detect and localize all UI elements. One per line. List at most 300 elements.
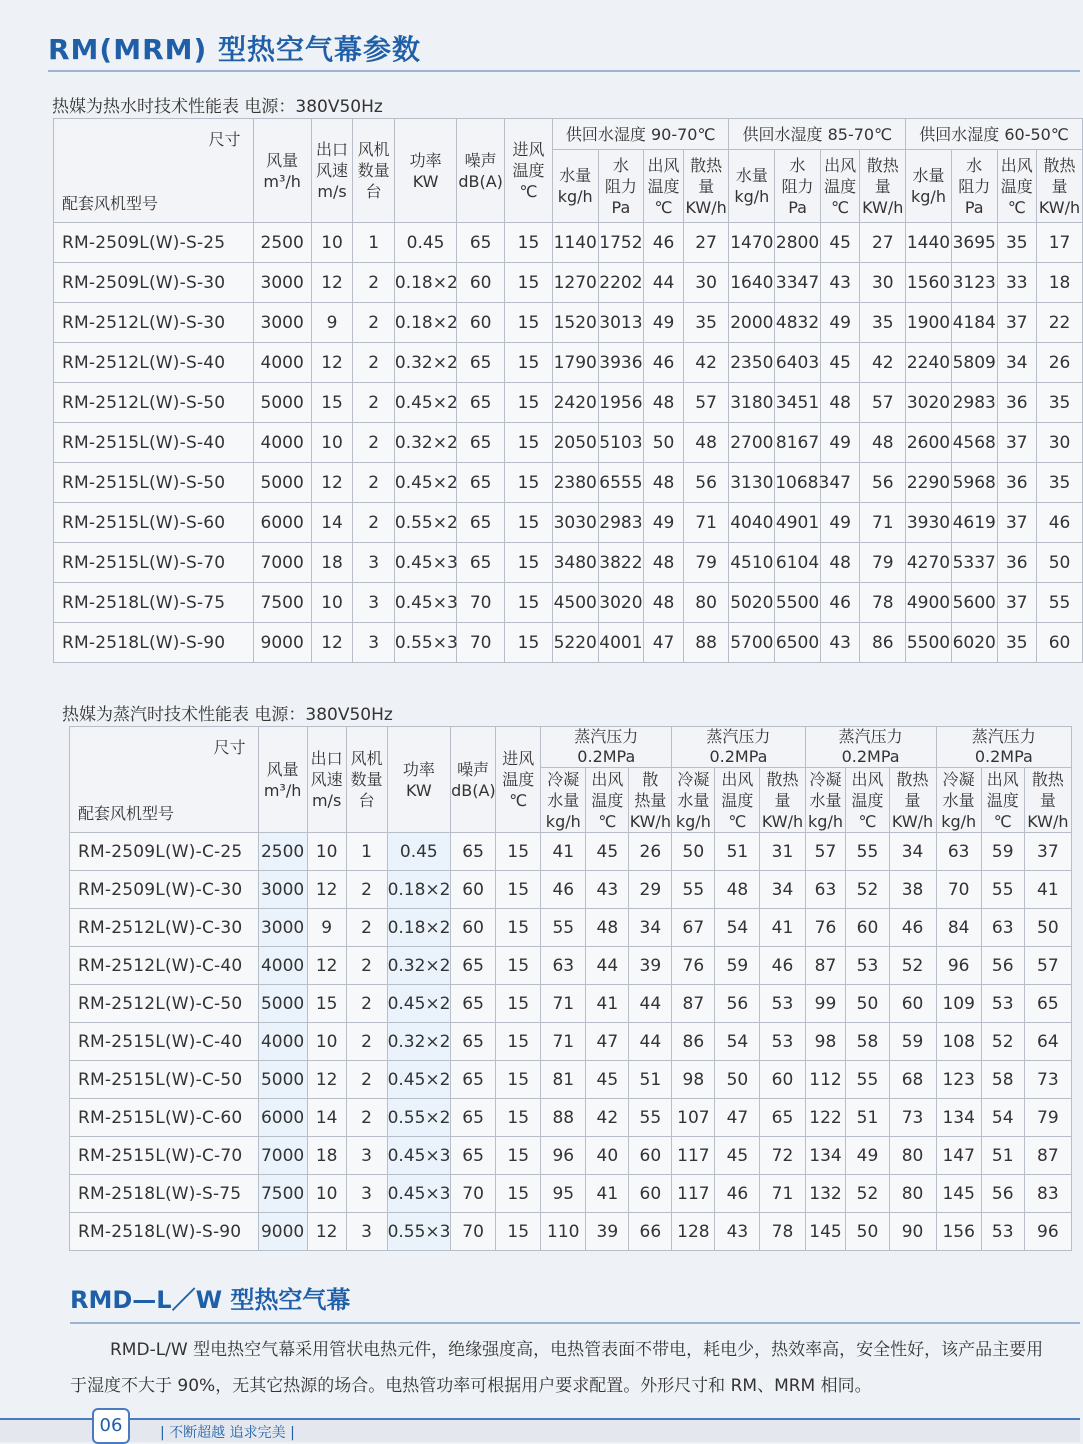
value-cell: 37 bbox=[1024, 833, 1071, 871]
value-cell: 18 bbox=[1037, 263, 1083, 303]
header-sub-1-2-line: 阻力 bbox=[604, 176, 637, 196]
value-cell: 15 bbox=[505, 303, 553, 343]
value-cell: 63 bbox=[805, 871, 846, 909]
value-cell: 15 bbox=[496, 871, 541, 909]
value-cell: 55 bbox=[629, 1099, 672, 1137]
value-cell: 48 bbox=[820, 543, 859, 583]
value-cell: 41 bbox=[1024, 871, 1071, 909]
value-cell: 1270 bbox=[552, 263, 598, 303]
header-sub-4-3-line: 散热 bbox=[1031, 769, 1064, 789]
model-cell: RM-2518L(W)-S-90 bbox=[54, 623, 254, 663]
value-cell: 6000 bbox=[253, 503, 311, 543]
value-cell: 52 bbox=[889, 947, 936, 985]
header-sub-1-1-line: 水量 bbox=[547, 790, 580, 810]
header-inlet-temp-line: 温度 bbox=[512, 161, 545, 180]
value-cell: 1790 bbox=[552, 343, 598, 383]
value-cell: 73 bbox=[1024, 1061, 1071, 1099]
value-cell: 40 bbox=[586, 1137, 629, 1175]
header-sub-1-3 bbox=[629, 768, 672, 833]
value-cell: 26 bbox=[629, 833, 672, 871]
value-cell: 5337 bbox=[951, 543, 997, 583]
header-sub-1-2-line: 温度 bbox=[591, 790, 624, 810]
header-sub-1-3-line: 出风 bbox=[647, 155, 680, 175]
header-group-3 bbox=[805, 727, 936, 768]
header-sub-4-3 bbox=[1024, 768, 1071, 833]
value-cell: 3 bbox=[346, 1213, 387, 1251]
value-cell: 2350 bbox=[729, 343, 775, 383]
value-cell: 41 bbox=[760, 909, 805, 947]
value-cell: 37 bbox=[997, 423, 1036, 463]
value-cell: 49 bbox=[820, 303, 859, 343]
value-cell: 35 bbox=[1037, 463, 1083, 503]
value-cell: 60 bbox=[889, 985, 936, 1023]
value-cell: 15 bbox=[505, 263, 553, 303]
value-cell: 59 bbox=[981, 833, 1024, 871]
header-sub-3-3 bbox=[997, 150, 1036, 223]
value-cell: 70 bbox=[457, 583, 505, 623]
header-power-line: KW bbox=[405, 780, 432, 800]
header-sub-3-2-line: 水 bbox=[966, 155, 983, 175]
value-cell: 15 bbox=[505, 503, 553, 543]
header-sub-2-3-line: 出风 bbox=[824, 155, 857, 175]
header-group-3-line: 蒸汽压力 bbox=[838, 727, 903, 746]
value-cell: 59 bbox=[715, 947, 760, 985]
value-cell: 57 bbox=[1024, 947, 1071, 985]
model-cell: RM-2512L(W)-S-30 bbox=[54, 303, 254, 343]
header-sub-2-3-line: 散热 bbox=[766, 769, 799, 789]
table-row bbox=[70, 985, 1072, 1023]
value-cell: 3 bbox=[346, 1137, 387, 1175]
value-cell: 78 bbox=[860, 583, 906, 623]
value-cell: 88 bbox=[683, 623, 729, 663]
value-cell: 31 bbox=[760, 833, 805, 871]
header-sub-2-2 bbox=[715, 768, 760, 833]
header-fan-count-line: 数量 bbox=[357, 161, 390, 180]
value-cell: 3000 bbox=[258, 871, 307, 909]
header-sub-3-4 bbox=[1037, 150, 1083, 223]
value-cell: 34 bbox=[629, 909, 672, 947]
value-cell: 55 bbox=[981, 871, 1024, 909]
value-cell: 58 bbox=[981, 1061, 1024, 1099]
table1-caption: 热媒为热水时技术性能表 电源：380V50Hz bbox=[52, 97, 383, 117]
value-cell: 2202 bbox=[598, 263, 644, 303]
value-cell: 3936 bbox=[598, 343, 644, 383]
header-sub-3-4-line: KW/h bbox=[1038, 197, 1081, 217]
header-sub-3-4-line: 量 bbox=[1051, 176, 1068, 196]
header-sub-3-3-line: 散热 bbox=[896, 769, 929, 789]
value-cell: 12 bbox=[307, 871, 346, 909]
value-cell: 57 bbox=[683, 383, 729, 423]
value-cell: 29 bbox=[629, 871, 672, 909]
value-cell: 68 bbox=[889, 1061, 936, 1099]
value-cell: 4001 bbox=[598, 623, 644, 663]
section-title: RMD—L／W 型热空气幕 bbox=[70, 1286, 351, 1314]
value-cell: 2 bbox=[353, 383, 395, 423]
header-sub-2-1-line: 冷凝 bbox=[677, 769, 710, 789]
value-cell: 0.45 bbox=[387, 833, 451, 871]
header-inlet-temp-line: 温度 bbox=[502, 770, 535, 789]
value-cell: 10 bbox=[311, 223, 353, 263]
value-cell: 95 bbox=[541, 1175, 586, 1213]
table-row bbox=[54, 543, 1083, 583]
value-cell: 53 bbox=[981, 985, 1024, 1023]
model-cell: RM-2515L(W)-S-70 bbox=[54, 543, 254, 583]
value-cell: 2 bbox=[346, 1023, 387, 1061]
value-cell: 15 bbox=[505, 343, 553, 383]
value-cell: 6555 bbox=[598, 463, 644, 503]
value-cell: 53 bbox=[760, 985, 805, 1023]
header-sub-3-3 bbox=[889, 768, 936, 833]
footer-slogan: | 不断超越 追求完美 | bbox=[160, 1425, 295, 1441]
value-cell: 0.18×2 bbox=[387, 871, 451, 909]
header-sub-4-3-line: KW/h bbox=[1027, 811, 1069, 831]
header-sub-1-3-line: KW/h bbox=[629, 811, 671, 831]
value-cell: 30 bbox=[683, 263, 729, 303]
value-cell: 2000 bbox=[729, 303, 775, 343]
value-cell: 52 bbox=[846, 871, 889, 909]
header-sub-3-1-line: 水量 bbox=[809, 790, 842, 810]
value-cell: 2240 bbox=[906, 343, 952, 383]
model-cell: RM-2518L(W)-S-75 bbox=[54, 583, 254, 623]
value-cell: 49 bbox=[644, 303, 683, 343]
value-cell: 47 bbox=[644, 623, 683, 663]
value-cell: 4000 bbox=[253, 343, 311, 383]
header-outlet-speed bbox=[307, 727, 346, 833]
value-cell: 65 bbox=[451, 1023, 496, 1061]
value-cell: 60 bbox=[629, 1137, 672, 1175]
header-sub-1-1 bbox=[552, 150, 598, 223]
model-cell: RM-2509L(W)-S-30 bbox=[54, 263, 254, 303]
value-cell: 37 bbox=[997, 503, 1036, 543]
value-cell: 0.55×2 bbox=[387, 1099, 451, 1137]
value-cell: 71 bbox=[760, 1175, 805, 1213]
value-cell: 86 bbox=[672, 1023, 715, 1061]
value-cell: 15 bbox=[307, 985, 346, 1023]
value-cell: 50 bbox=[846, 1213, 889, 1251]
value-cell: 55 bbox=[846, 833, 889, 871]
value-cell: 5600 bbox=[951, 583, 997, 623]
value-cell: 4510 bbox=[729, 543, 775, 583]
header-group-2: 供回水湿度 85-70℃ bbox=[729, 119, 906, 150]
model-cell: RM-2512L(W)-C-40 bbox=[70, 947, 259, 985]
value-cell: 1900 bbox=[906, 303, 952, 343]
table-row bbox=[54, 263, 1083, 303]
value-cell: 3000 bbox=[258, 909, 307, 947]
value-cell: 65 bbox=[457, 503, 505, 543]
value-cell: 48 bbox=[820, 383, 859, 423]
value-cell: 51 bbox=[629, 1061, 672, 1099]
model-cell: RM-2515L(W)-S-40 bbox=[54, 423, 254, 463]
value-cell: 3 bbox=[353, 623, 395, 663]
value-cell: 81 bbox=[541, 1061, 586, 1099]
value-cell: 58 bbox=[846, 1023, 889, 1061]
value-cell: 2 bbox=[346, 947, 387, 985]
value-cell: 2600 bbox=[906, 423, 952, 463]
value-cell: 3347 bbox=[775, 263, 821, 303]
value-cell: 73 bbox=[889, 1099, 936, 1137]
header-sub-3-2-line: Pa bbox=[964, 197, 984, 217]
value-cell: 4901 bbox=[775, 503, 821, 543]
value-cell: 0.45×3 bbox=[387, 1137, 451, 1175]
header-airflow bbox=[253, 119, 311, 223]
header-sub-2-4-line: 散热 bbox=[866, 155, 899, 175]
table-row bbox=[54, 223, 1083, 263]
value-cell: 78 bbox=[760, 1213, 805, 1251]
value-cell: 10 bbox=[307, 1023, 346, 1061]
value-cell: 3020 bbox=[906, 383, 952, 423]
value-cell: 4900 bbox=[906, 583, 952, 623]
value-cell: 122 bbox=[805, 1099, 846, 1137]
header-sub-4-2-line: 温度 bbox=[986, 790, 1019, 810]
header-sub-3-2 bbox=[846, 768, 889, 833]
value-cell: 46 bbox=[889, 909, 936, 947]
header-inlet-temp bbox=[496, 727, 541, 833]
header-sub-3-3-line: ℃ bbox=[1007, 197, 1026, 217]
header-sub-2-1 bbox=[672, 768, 715, 833]
value-cell: 98 bbox=[805, 1023, 846, 1061]
value-cell: 90 bbox=[889, 1213, 936, 1251]
value-cell: 63 bbox=[936, 833, 981, 871]
value-cell: 18 bbox=[307, 1137, 346, 1175]
value-cell: 156 bbox=[936, 1213, 981, 1251]
value-cell: 3130 bbox=[729, 463, 775, 503]
value-cell: 35 bbox=[997, 623, 1036, 663]
section-divider bbox=[70, 1322, 1080, 1324]
header-power-line: 功率 bbox=[409, 150, 442, 170]
value-cell: 4500 bbox=[552, 583, 598, 623]
value-cell: 4184 bbox=[951, 303, 997, 343]
header-row-groups bbox=[70, 727, 1072, 768]
value-cell: 3451 bbox=[775, 383, 821, 423]
value-cell: 15 bbox=[505, 223, 553, 263]
value-cell: 14 bbox=[311, 503, 353, 543]
value-cell: 15 bbox=[496, 833, 541, 871]
value-cell: 3822 bbox=[598, 543, 644, 583]
header-airflow bbox=[258, 727, 307, 833]
value-cell: 56 bbox=[981, 947, 1024, 985]
page-title: RM(MRM) 型热空气幕参数 bbox=[48, 33, 422, 66]
header-airflow-line: m³/h bbox=[263, 171, 301, 191]
model-cell: RM-2509L(W)-C-25 bbox=[70, 833, 259, 871]
header-sub-2-3-line: 温度 bbox=[824, 176, 857, 196]
table-row bbox=[54, 583, 1083, 623]
header-outlet-speed-line: 出口 bbox=[310, 749, 343, 768]
value-cell: 1 bbox=[346, 833, 387, 871]
header-group-1-line: 0.2MPa bbox=[577, 747, 636, 766]
value-cell: 65 bbox=[451, 1061, 496, 1099]
header-sub-2-3 bbox=[760, 768, 805, 833]
value-cell: 96 bbox=[1024, 1213, 1071, 1251]
header-group-3-line: 0.2MPa bbox=[841, 747, 900, 766]
value-cell: 87 bbox=[672, 985, 715, 1023]
model-cell: RM-2509L(W)-S-25 bbox=[54, 223, 254, 263]
hot-water-spec-table bbox=[53, 118, 1083, 663]
value-cell: 47 bbox=[586, 1023, 629, 1061]
value-cell: 2 bbox=[346, 909, 387, 947]
value-cell: 67 bbox=[672, 909, 715, 947]
header-sub-2-2-line: ℃ bbox=[728, 811, 747, 831]
table-row bbox=[70, 1175, 1072, 1213]
value-cell: 0.45×3 bbox=[394, 583, 456, 623]
header-sub-1-4 bbox=[683, 150, 729, 223]
header-noise-line: dB(A) bbox=[458, 171, 503, 191]
value-cell: 71 bbox=[860, 503, 906, 543]
value-cell: 30 bbox=[860, 263, 906, 303]
value-cell: 7000 bbox=[258, 1137, 307, 1175]
value-cell: 46 bbox=[644, 343, 683, 383]
value-cell: 134 bbox=[936, 1099, 981, 1137]
value-cell: 15 bbox=[496, 1099, 541, 1137]
header-group-1 bbox=[541, 727, 672, 768]
header-sub-1-2 bbox=[586, 768, 629, 833]
value-cell: 5700 bbox=[729, 623, 775, 663]
value-cell: 36 bbox=[997, 543, 1036, 583]
value-cell: 0.32×2 bbox=[387, 1023, 451, 1061]
value-cell: 5220 bbox=[552, 623, 598, 663]
header-inlet-temp-line: ℃ bbox=[509, 791, 528, 810]
value-cell: 39 bbox=[629, 947, 672, 985]
value-cell: 55 bbox=[1037, 583, 1083, 623]
header-sub-3-2-line: 出风 bbox=[851, 769, 884, 789]
value-cell: 70 bbox=[936, 871, 981, 909]
header-sub-3-1-line: 冷凝 bbox=[809, 769, 842, 789]
value-cell: 147 bbox=[936, 1137, 981, 1175]
value-cell: 1440 bbox=[906, 223, 952, 263]
value-cell: 43 bbox=[586, 871, 629, 909]
value-cell: 45 bbox=[820, 223, 859, 263]
value-cell: 15 bbox=[505, 623, 553, 663]
model-cell: RM-2515L(W)-C-60 bbox=[70, 1099, 259, 1137]
value-cell: 79 bbox=[860, 543, 906, 583]
value-cell: 3180 bbox=[729, 383, 775, 423]
value-cell: 108 bbox=[936, 1023, 981, 1061]
value-cell: 117 bbox=[672, 1175, 715, 1213]
model-cell: RM-2515L(W)-S-60 bbox=[54, 503, 254, 543]
header-sub-2-2-line: Pa bbox=[788, 197, 807, 217]
header-sub-1-4-line: 量 bbox=[698, 176, 715, 196]
value-cell: 5000 bbox=[258, 985, 307, 1023]
value-cell: 37 bbox=[997, 303, 1036, 343]
value-cell: 7500 bbox=[253, 583, 311, 623]
value-cell: 48 bbox=[644, 383, 683, 423]
value-cell: 41 bbox=[586, 985, 629, 1023]
header-sub-1-3-line: 温度 bbox=[647, 176, 680, 196]
header-airflow-line: 风量 bbox=[266, 759, 299, 779]
value-cell: 86 bbox=[860, 623, 906, 663]
header-group-4-line: 蒸汽压力 bbox=[971, 727, 1036, 746]
value-cell: 56 bbox=[715, 985, 760, 1023]
value-cell: 54 bbox=[715, 909, 760, 947]
value-cell: 9000 bbox=[258, 1213, 307, 1251]
value-cell: 0.18×2 bbox=[394, 263, 456, 303]
value-cell: 2 bbox=[353, 503, 395, 543]
value-cell: 4040 bbox=[729, 503, 775, 543]
table2-caption: 热媒为蒸汽时技术性能表 电源：380V50Hz bbox=[62, 705, 393, 725]
value-cell: 38 bbox=[889, 871, 936, 909]
table-row bbox=[70, 1137, 1072, 1175]
value-cell: 1470 bbox=[729, 223, 775, 263]
value-cell: 145 bbox=[805, 1213, 846, 1251]
header-sub-3-1-line: 水量 bbox=[912, 166, 945, 185]
value-cell: 0.18×2 bbox=[387, 909, 451, 947]
value-cell: 55 bbox=[846, 1061, 889, 1099]
header-inlet-temp-line: 进风 bbox=[502, 749, 535, 768]
value-cell: 5103 bbox=[598, 423, 644, 463]
header-sub-2-1-line: kg/h bbox=[734, 187, 770, 206]
header-group-2-line: 蒸汽压力 bbox=[706, 727, 771, 746]
model-cell: RM-2515L(W)-C-70 bbox=[70, 1137, 259, 1175]
value-cell: 46 bbox=[1037, 503, 1083, 543]
value-cell: 98 bbox=[672, 1061, 715, 1099]
header-power-line: 功率 bbox=[402, 759, 435, 779]
value-cell: 5968 bbox=[951, 463, 997, 503]
value-cell: 39 bbox=[586, 1213, 629, 1251]
value-cell: 76 bbox=[805, 909, 846, 947]
table-row bbox=[70, 1061, 1072, 1099]
value-cell: 12 bbox=[307, 947, 346, 985]
value-cell: 43 bbox=[820, 263, 859, 303]
value-cell: 76 bbox=[672, 947, 715, 985]
value-cell: 48 bbox=[860, 423, 906, 463]
header-group-3: 供回水湿度 60-50℃ bbox=[906, 119, 1083, 150]
header-inlet-temp bbox=[505, 119, 553, 223]
value-cell: 2380 bbox=[552, 463, 598, 503]
value-cell: 2 bbox=[353, 463, 395, 503]
value-cell: 15 bbox=[496, 1023, 541, 1061]
value-cell: 14 bbox=[307, 1099, 346, 1137]
header-sub-3-1-line: kg/h bbox=[808, 811, 843, 831]
value-cell: 10 bbox=[311, 423, 353, 463]
value-cell: 87 bbox=[805, 947, 846, 985]
value-cell: 5500 bbox=[906, 623, 952, 663]
value-cell: 60 bbox=[629, 1175, 672, 1213]
value-cell: 2420 bbox=[552, 383, 598, 423]
header-power bbox=[387, 727, 451, 833]
value-cell: 64 bbox=[1024, 1023, 1071, 1061]
header-sub-1-1-line: kg/h bbox=[557, 187, 593, 206]
value-cell: 49 bbox=[846, 1137, 889, 1175]
value-cell: 12 bbox=[307, 1213, 346, 1251]
value-cell: 0.55×3 bbox=[394, 623, 456, 663]
value-cell: 2290 bbox=[906, 463, 952, 503]
model-cell: RM-2512L(W)-C-30 bbox=[70, 909, 259, 947]
value-cell: 35 bbox=[1037, 383, 1083, 423]
header-group-2 bbox=[672, 727, 805, 768]
value-cell: 4000 bbox=[258, 1023, 307, 1061]
header-sub-3-1 bbox=[906, 150, 952, 223]
value-cell: 0.55×3 bbox=[387, 1213, 451, 1251]
header-sub-3-3-line: 温度 bbox=[1000, 176, 1033, 196]
header-sub-1-3 bbox=[644, 150, 683, 223]
value-cell: 15 bbox=[496, 985, 541, 1023]
value-cell: 0.32×2 bbox=[394, 423, 456, 463]
value-cell: 0.32×2 bbox=[394, 343, 456, 383]
header-sub-2-2 bbox=[775, 150, 821, 223]
table-row bbox=[54, 423, 1083, 463]
value-cell: 0.55×2 bbox=[394, 503, 456, 543]
value-cell: 59 bbox=[889, 1023, 936, 1061]
header-sub-4-1-line: 水量 bbox=[942, 790, 975, 810]
header-sub-2-2-line: 出风 bbox=[721, 769, 754, 789]
value-cell: 50 bbox=[1024, 909, 1071, 947]
steam-spec-table bbox=[69, 726, 1072, 1251]
header-noise-line: 噪声 bbox=[457, 759, 490, 779]
header-sub-1-4-line: 散热 bbox=[690, 155, 723, 175]
value-cell: 145 bbox=[936, 1175, 981, 1213]
value-cell: 50 bbox=[672, 833, 715, 871]
value-cell: 56 bbox=[683, 463, 729, 503]
value-cell: 65 bbox=[451, 947, 496, 985]
